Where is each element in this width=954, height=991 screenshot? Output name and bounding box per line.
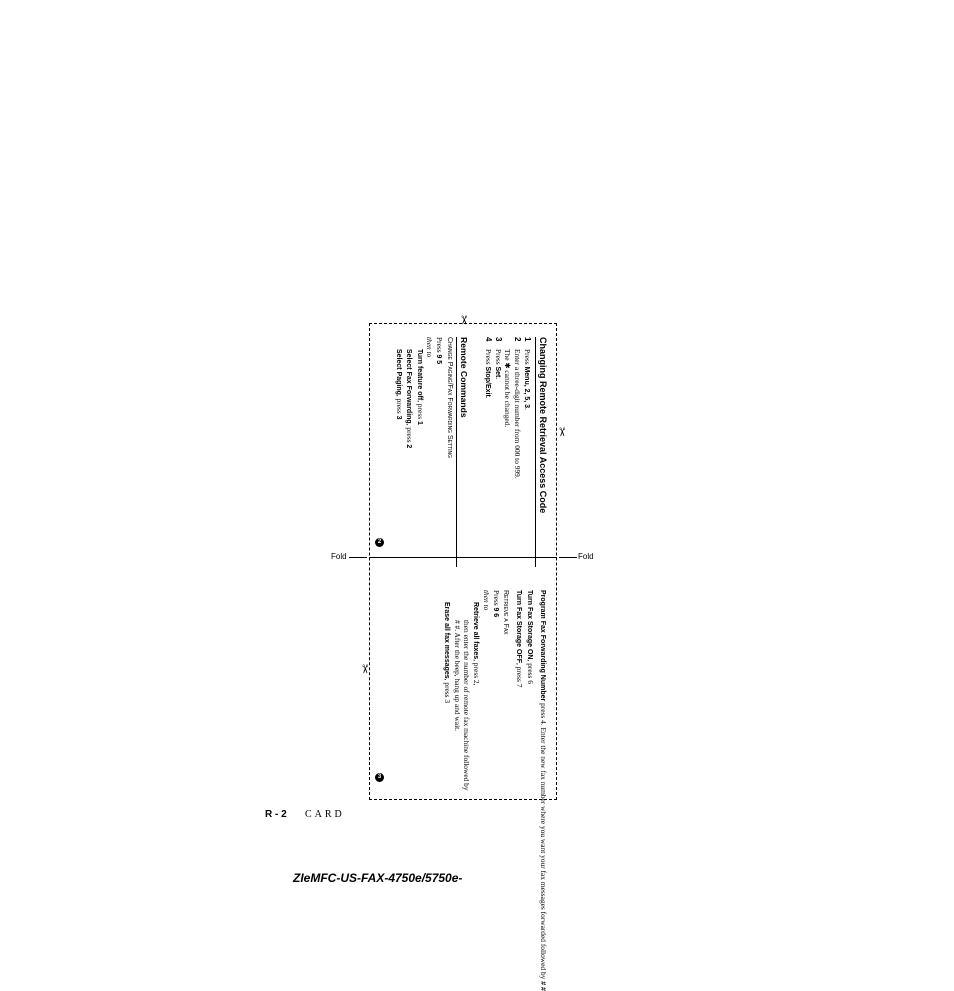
panel-number-badge: 2: [375, 538, 384, 547]
retrieve-detail: # #. After the beep, hang up and wait.: [452, 620, 462, 732]
page-number: R - 2: [265, 809, 287, 820]
panel-number-badge: 3: [375, 773, 384, 782]
fold-arrow-right: [559, 557, 577, 558]
program-forwarding-text: Program Fax Forwarding Number press 4. Enter the new fax number where you want your fax messages forwarded followed by # #: [539, 590, 548, 991]
fold-label-right: Fold: [578, 552, 594, 561]
panel-title: Changing Remote Retrieval Access Code: [535, 337, 548, 567]
press-line: Press 9 6: [491, 590, 501, 618]
card-panel-top: [394, 337, 548, 567]
option-item: Select Paging, press 3: [395, 349, 405, 420]
scissors-icon: ✂: [555, 426, 570, 438]
card-panel-bottom: [442, 590, 548, 991]
fold-label-left: Fold: [331, 552, 347, 561]
scissors-icon: ✂: [358, 663, 373, 675]
press-line: Press 9 5: [435, 337, 445, 365]
storage-on-item: Turn Fax Storage ON, press 6: [525, 590, 535, 684]
scissors-icon: ✂: [457, 314, 472, 326]
step-item: 1 Press Menu, 2, 5, 3.: [523, 337, 532, 410]
retrieve-all-item: Retrieve all faxes, press 2,: [472, 602, 482, 686]
erase-item: Erase all fax messages, press 3: [443, 602, 453, 704]
retrieve-detail: then enter the number of remote fax machine followed by: [461, 620, 471, 791]
section-heading: Remote Commands: [456, 337, 469, 567]
section-name: CARD: [305, 809, 345, 820]
storage-off-item: Turn Fax Storage OFF, press 7: [515, 590, 525, 688]
subsection-heading: Retrieve a Fax: [502, 590, 510, 635]
document-id: ZIeMFC-US-FAX-4750e/5750e-: [293, 871, 463, 885]
then-to-label: then to: [481, 590, 491, 611]
option-item: Select Fax Forwarding, press 2: [405, 349, 415, 449]
step-item: 4 Press Stop/Exit.: [483, 337, 493, 399]
step-item: 2 Enter a three-digit number from 000 to 999. The ✱ cannot be changed.: [503, 337, 522, 479]
then-to-label: then to: [424, 337, 434, 358]
fold-arrow-left: [349, 557, 367, 558]
option-item: Turn feature off, press 1: [415, 349, 425, 425]
subsection-heading: Change Paging/Fax Forwarding Setting: [445, 337, 453, 459]
step-item: 3 Press Set.: [494, 337, 504, 380]
